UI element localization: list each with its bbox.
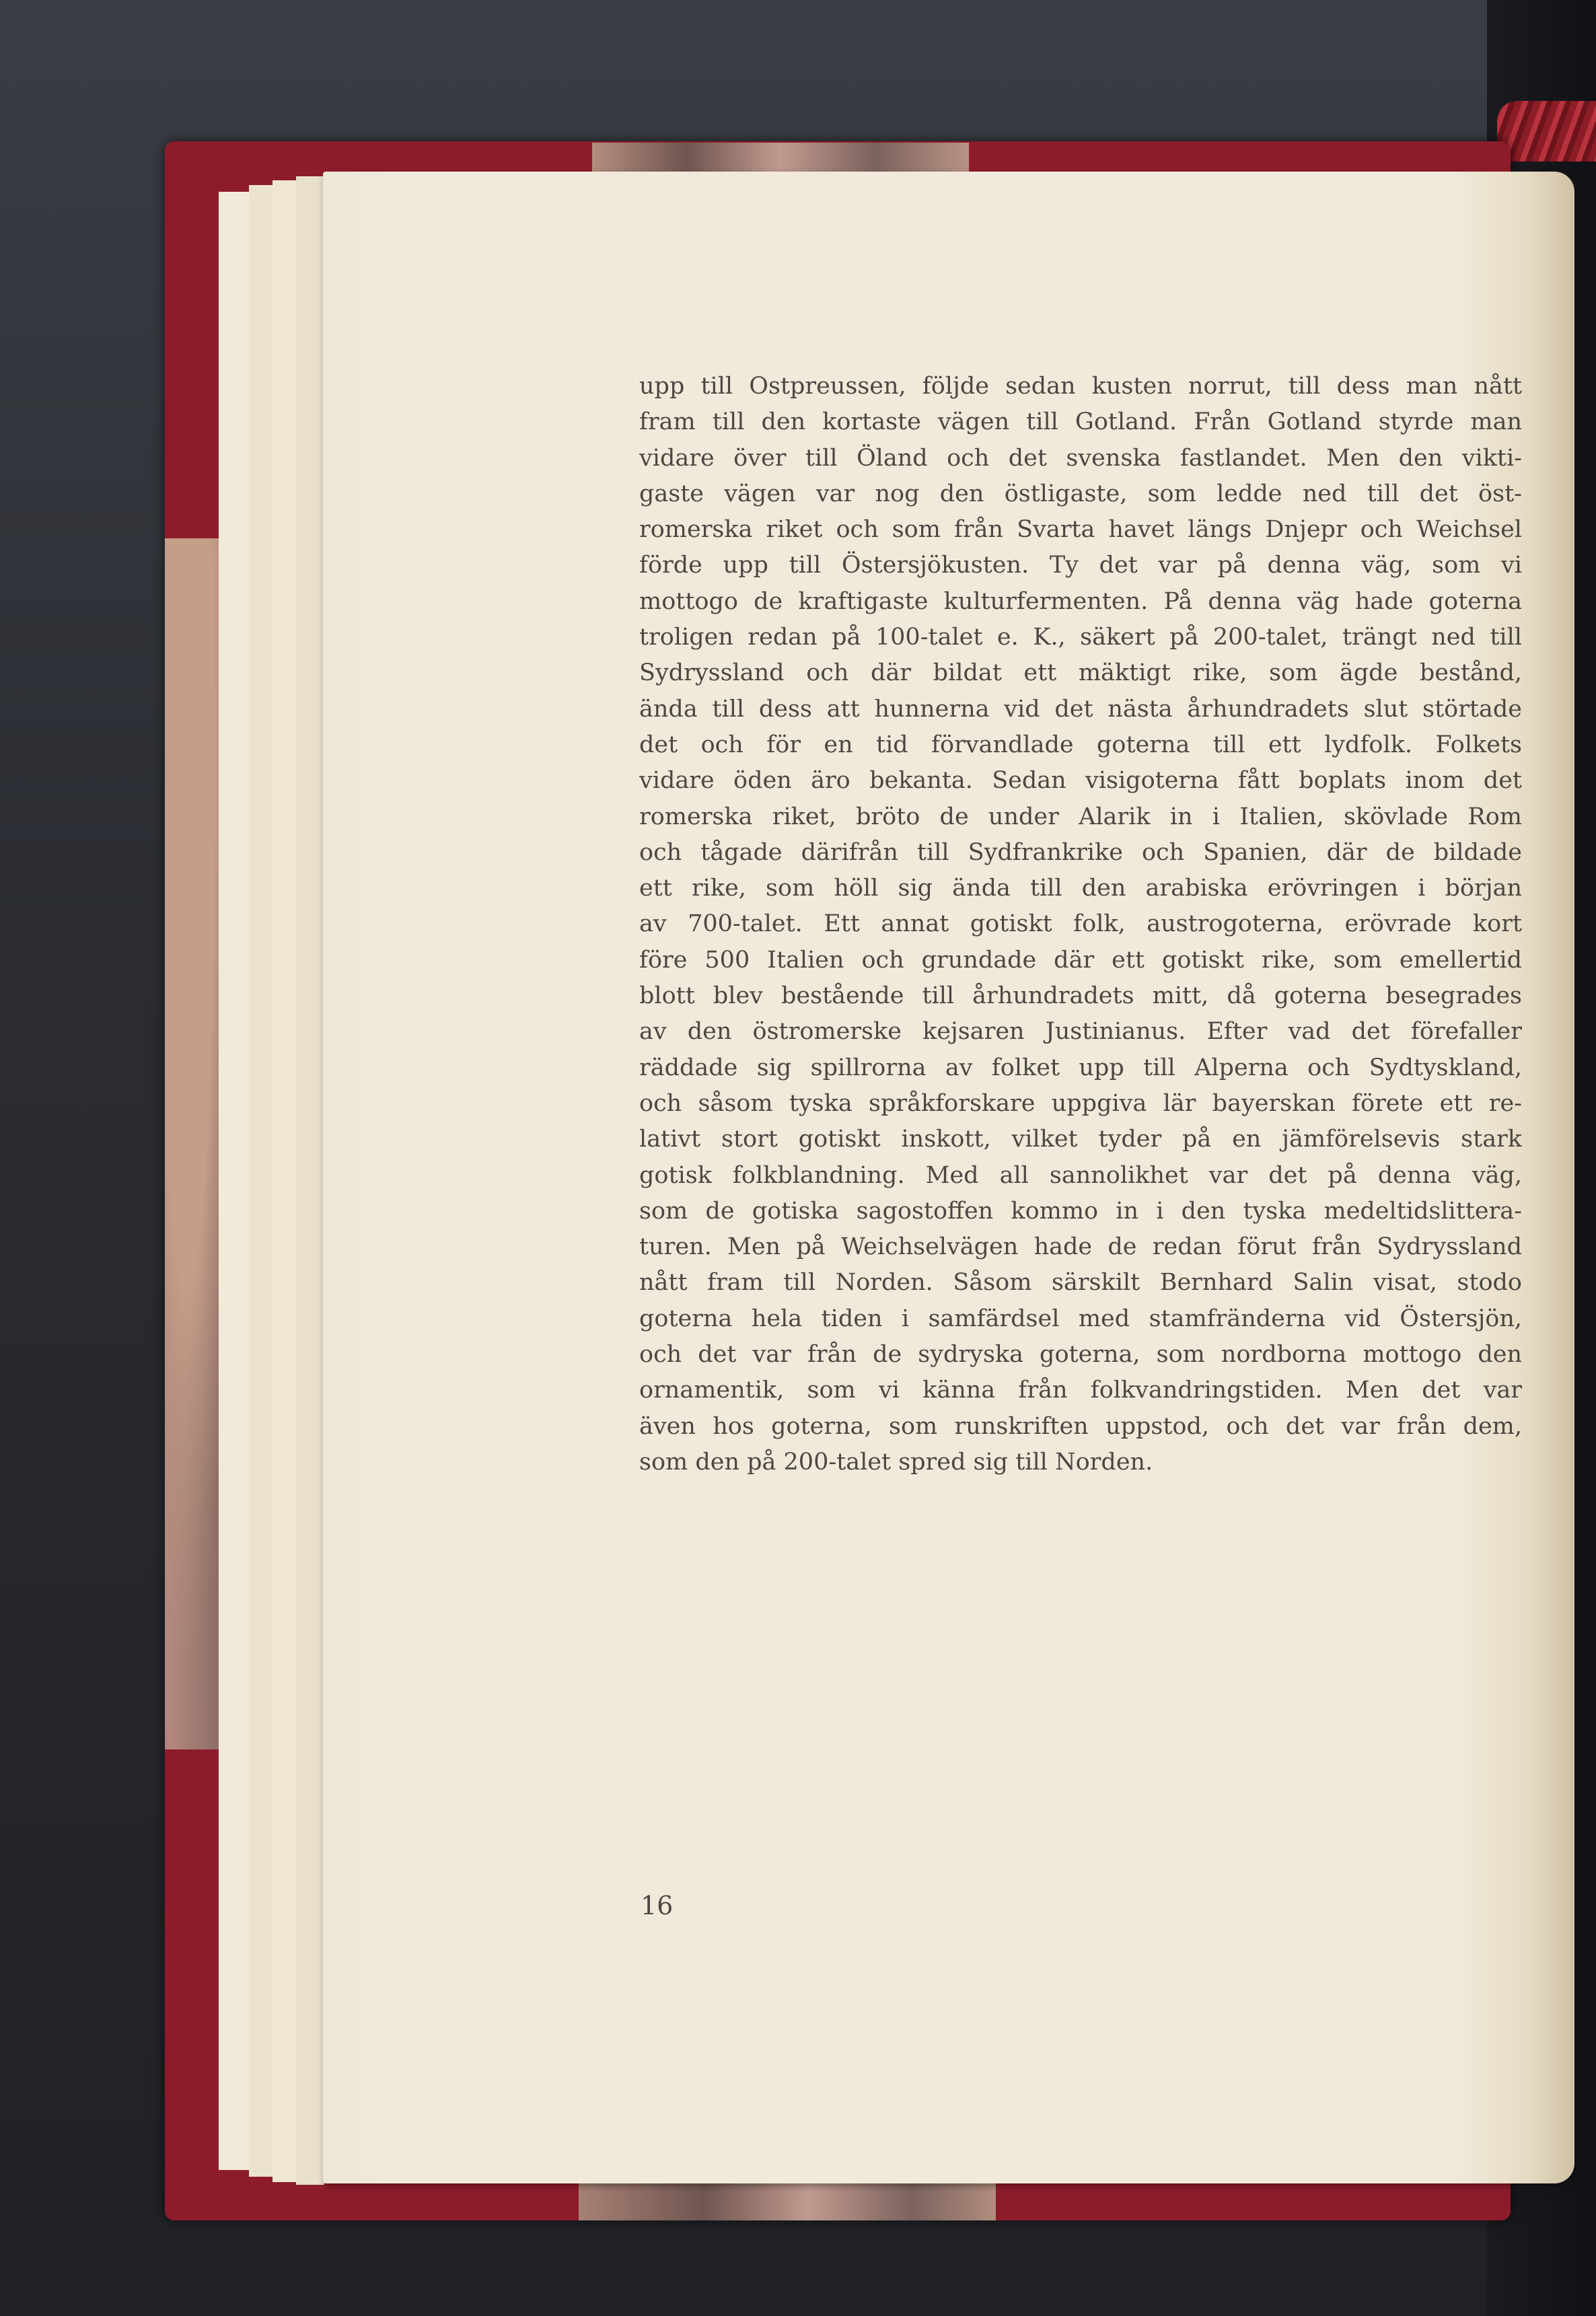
text-line: det och för en tid förvandlade goterna till ett lydfolk. Folkets xyxy=(639,731,1522,758)
text-line: som de gotiska sagostoffen kommo in i den tyska medeltidslittera- xyxy=(639,1197,1522,1225)
text-line: gaste vägen var nog den östligaste, som ledde ned till det öst- xyxy=(639,480,1522,507)
text-line: upp till Ostpreussen, följde sedan kusten norrut, till dess man nått xyxy=(639,373,1522,400)
text-line: ornamentik, som vi känna från folkvandringstiden. Men det var xyxy=(639,1377,1522,1404)
page-number: 16 xyxy=(641,1891,674,1920)
text-line: turen. Men på Weichselvägen hade de redan förut från Sydryssland xyxy=(639,1233,1522,1261)
text-line: vidare öden äro bekanta. Sedan visigoterna fått boplats inom det xyxy=(639,767,1522,795)
text-line: vidare över till Öland och det svenska fastlandet. Men den vikti- xyxy=(639,444,1522,472)
body-text xyxy=(639,369,1522,1480)
text-line: mottogo de kraftigaste kulturfermenten. På denna väg hade goterna xyxy=(639,587,1522,615)
text-line: Sydryssland och där bildat ett mäktigt rike, som ägde bestånd, xyxy=(639,659,1522,687)
page-edge xyxy=(296,176,324,2185)
text-line: lativt stort gotiskt inskott, vilket tyder på en jämförelsevis stark xyxy=(639,1126,1522,1153)
text-line: förde upp till Östersjökusten. Ty det var på denna väg, som vi xyxy=(639,552,1522,579)
text-line: och såsom tyska språkforskare uppgiva lär bayerskan förete ett re- xyxy=(639,1089,1522,1117)
text-line: blott blev bestående till århundradets mitt, då goterna besegrades xyxy=(639,982,1522,1010)
text-line: ända till dess att hunnerna vid det nästa århundradets slut störtade xyxy=(639,695,1522,723)
text-line: och tågade därifrån till Sydfrankrike och Spanien, där de bildade xyxy=(639,838,1522,866)
text-line: fram till den kortaste vägen till Gotland. Från Gotland styrde man xyxy=(639,408,1522,436)
text-line: före 500 Italien och grundade där ett gotiskt rike, som emellertid xyxy=(639,946,1522,974)
text-line: av den östromerske kejsaren Justinianus. Efter vad det förefaller xyxy=(639,1018,1522,1046)
text-line: nått fram till Norden. Såsom särskilt Bernhard Salin visat, stodo xyxy=(639,1269,1522,1297)
text-line: romerska riket, bröto de under Alarik in i Italien, skövlade Rom xyxy=(639,803,1522,830)
cover-marbled-paper-bottom xyxy=(579,2183,996,2220)
text-line: räddade sig spillrorna av folket upp till Alperna och Sydtyskland, xyxy=(639,1054,1522,1081)
text-line: och det var från de sydryska goterna, som nordborna mottogo den xyxy=(639,1341,1522,1369)
text-line: gotisk folkblandning. Med all sannolikhet var det på denna väg, xyxy=(639,1161,1522,1189)
text-line: som den på 200-talet spred sig till Norden. xyxy=(639,1448,1153,1476)
text-line: även hos goterna, som runskriften uppstod, och det var från dem, xyxy=(639,1412,1522,1440)
text-line: romerska riket och som från Svarta havet längs Dnjepr och Weichsel xyxy=(639,516,1522,544)
text-line: goterna hela tiden i samfärdsel med stamfränderna vid Östersjön, xyxy=(639,1305,1522,1332)
text-line: av 700-talet. Ett annat gotiskt folk, austrogoterna, erövrade kort xyxy=(639,910,1522,938)
bookmark-ribbon xyxy=(1497,101,1596,161)
text-line: troligen redan på 100-talet e. K., säkert på 200-talet, trängt ned till xyxy=(639,624,1522,651)
text-line: ett rike, som höll sig ända till den arabiska erövringen i början xyxy=(639,875,1522,902)
